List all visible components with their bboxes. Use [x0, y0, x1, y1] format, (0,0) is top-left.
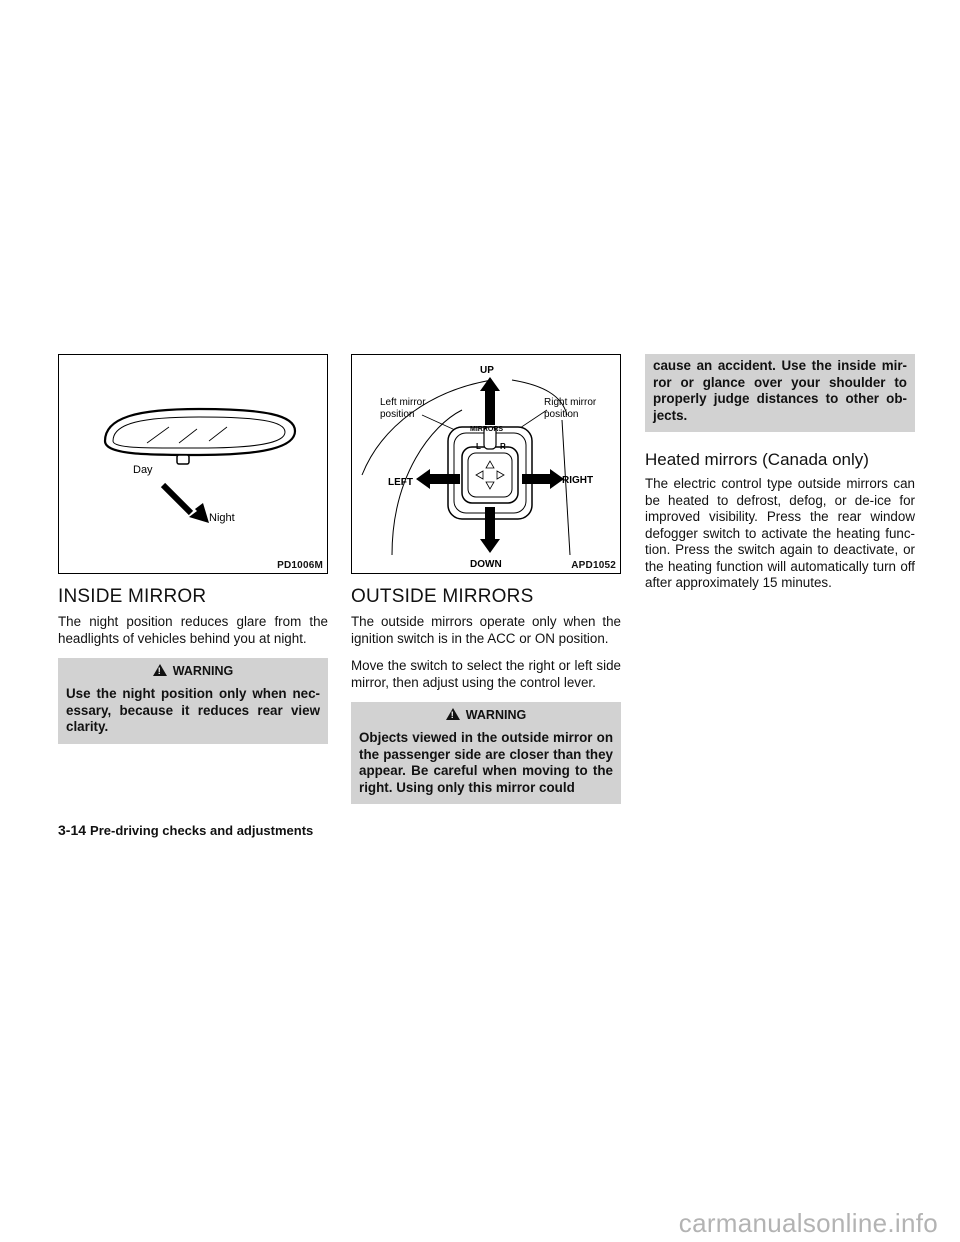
paragraph: The night position reduces glare from the headlights of vehicles behind you at night. [58, 614, 328, 646]
left-label: LEFT [388, 477, 413, 488]
left-mirror-label-2: position [380, 409, 415, 420]
rearview-mirror-illustration [59, 355, 327, 573]
warning-text-continued: cause an accident. Use the inside mir-ror or glance over your shoulder to properly judge distances to other ob-jects. [653, 358, 907, 423]
warning-header [359, 708, 613, 722]
mirrors-label: MIRRORS [470, 426, 504, 433]
warning-title: WARNING [172, 664, 234, 678]
outside-mirror-switch-figure [351, 354, 621, 574]
warning-box [351, 702, 621, 804]
section-title: Pre-driving checks and adjustments [90, 823, 314, 838]
figure-code: PD1006M [277, 560, 323, 571]
paragraph: Move the switch to select the right or left side mirror, then adjust using the control lever. [351, 658, 621, 690]
right-mirror-label-1: Right mirror [544, 397, 597, 408]
column-heated-mirrors [645, 354, 915, 603]
warning-box-continued [645, 354, 915, 432]
warning-text: Use the night position only when nec-essary, because it reduces rear view clarity. [66, 686, 320, 734]
column-inside-mirror [58, 354, 328, 744]
day-label: Day [133, 464, 153, 476]
warning-header [66, 664, 320, 678]
l-label: L [476, 442, 481, 451]
column-outside-mirrors [351, 354, 621, 804]
figure-code: APD1052 [571, 560, 616, 571]
page-number: 3-14 [58, 822, 87, 838]
watermark: carmanualsonline.info [678, 1208, 938, 1238]
paragraph: The electric control type outside mirrors can be heated to defrost, defog, or de-ice for improved visibility. Press the rear window defogger switch to activate the heating func-tion. Press the switch again to deactivate, or the heating function will automatically turn off after approximately 15 minutes. [645, 476, 915, 590]
warning-box [58, 658, 328, 744]
warning-text: Objects viewed in the outside mirror on the passenger side are closer than they appear. Be careful when moving to the right. Using only this mirror could [359, 730, 613, 795]
night-label: Night [209, 512, 235, 524]
paragraph: The outside mirrors operate only when the ignition switch is in the ACC or ON position. [351, 614, 621, 646]
up-label: UP [480, 365, 494, 376]
section-heading: OUTSIDE MIRRORS [351, 586, 534, 607]
warning-icon [153, 664, 167, 676]
down-label: DOWN [470, 559, 502, 570]
section-heading: INSIDE MIRROR [58, 586, 207, 607]
warning-title: WARNING [465, 708, 527, 722]
r-label: R [500, 442, 506, 451]
left-mirror-label-1: Left mirror [380, 397, 426, 408]
subsection-heading: Heated mirrors (Canada only) [645, 450, 869, 469]
mirror-switch-illustration [352, 355, 620, 573]
inside-mirror-figure [58, 354, 328, 574]
page-footer [58, 822, 313, 838]
warning-icon [446, 708, 460, 720]
right-label: RIGHT [562, 475, 594, 486]
right-mirror-label-2: position [544, 409, 579, 420]
